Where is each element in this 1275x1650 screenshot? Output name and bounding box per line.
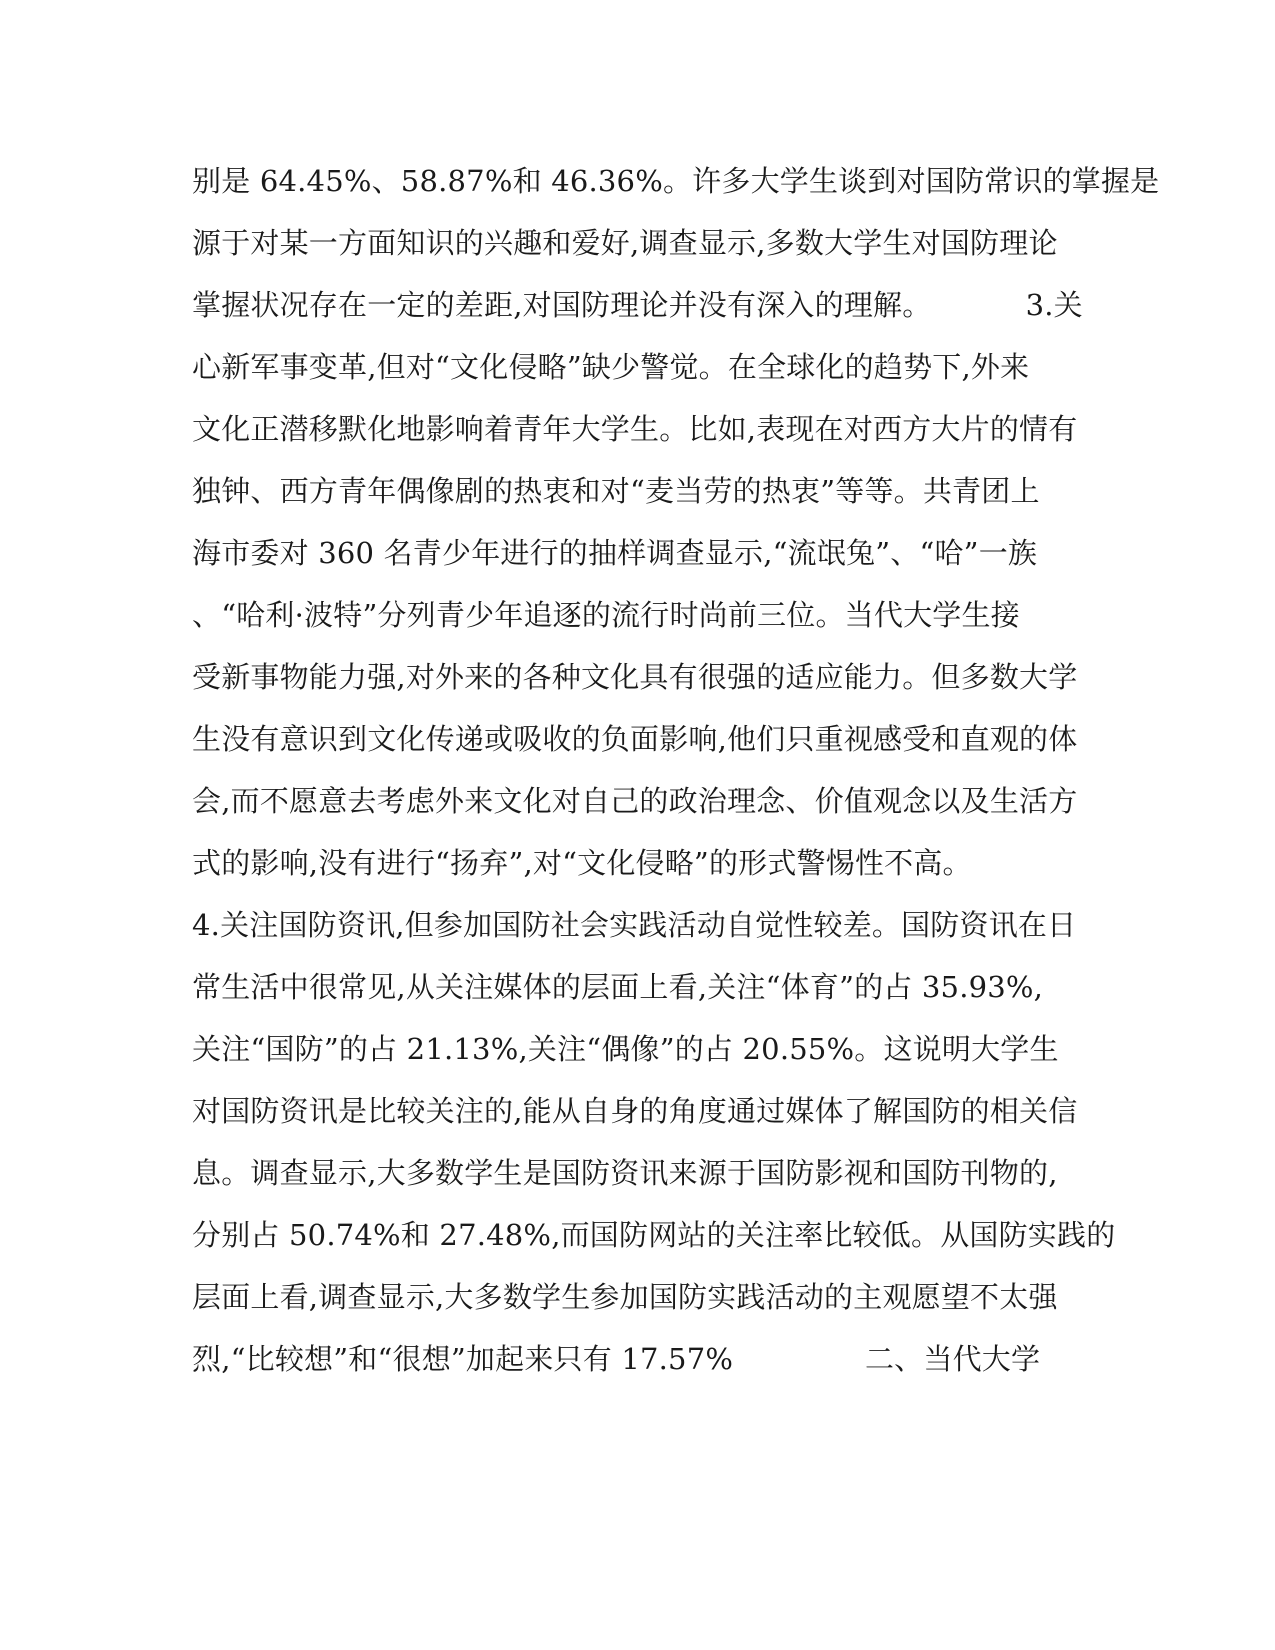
text-line: 别是 64.45%、58.87%和 46.36%。许多大学生谈到对国防常识的掌握是	[192, 164, 1160, 198]
body-text	[192, 150, 1160, 1390]
text-line: 心新军事变革,但对“文化侵略”缺少警觉。在全球化的趋势下,外来	[192, 350, 1030, 384]
text-line: 会,而不愿意去考虑外来文化对自己的政治理念、价值观念以及生活方	[192, 784, 1078, 818]
text-line: 4.关注国防资讯,但参加国防社会实践活动自觉性较差。国防资讯在日	[192, 908, 1077, 942]
text-line: 源于对某一方面知识的兴趣和爱好,调查显示,多数大学生对国防理论	[192, 226, 1058, 260]
text-line: 独钟、西方青年偶像剧的热衷和对“麦当劳的热衷”等等。共青团上	[192, 474, 1040, 508]
text-line: 分别占 50.74%和 27.48%,而国防网站的关注率比较低。从国防实践的	[192, 1218, 1116, 1252]
text-line: 常生活中很常见,从关注媒体的层面上看,关注“体育”的占 35.93%,	[192, 970, 1044, 1004]
text-line: 关注“国防”的占 21.13%,关注“偶像”的占 20.55%。这说明大学生	[192, 1032, 1059, 1066]
text-line: 烈,“比较想”和“很想”加起来只有 17.57% 二、当代大学	[192, 1342, 1041, 1376]
text-line: 掌握状况存在一定的差距,对国防理论并没有深入的理解。 3.关	[192, 288, 1083, 322]
text-line: 对国防资讯是比较关注的,能从自身的角度通过媒体了解国防的相关信	[192, 1094, 1078, 1128]
text-line: 海市委对 360 名青少年进行的抽样调查显示,“流氓兔”、“哈”一族	[192, 536, 1038, 570]
text-line: 生没有意识到文化传递或吸收的负面影响,他们只重视感受和直观的体	[192, 722, 1078, 756]
text-line: 式的影响,没有进行“扬弃”,对“文化侵略”的形式警惕性不高。	[192, 846, 972, 880]
text-line: 文化正潜移默化地影响着青年大学生。比如,表现在对西方大片的情有	[192, 412, 1078, 446]
text-line: 受新事物能力强,对外来的各种文化具有很强的适应能力。但多数大学	[192, 660, 1078, 694]
text-line: 层面上看,调查显示,大多数学生参加国防实践活动的主观愿望不太强	[192, 1280, 1058, 1314]
text-line: 、“哈利·波特”分列青少年追逐的流行时尚前三位。当代大学生接	[192, 598, 1020, 632]
text-line: 息。调查显示,大多数学生是国防资讯来源于国防影视和国防刊物的,	[192, 1156, 1058, 1190]
